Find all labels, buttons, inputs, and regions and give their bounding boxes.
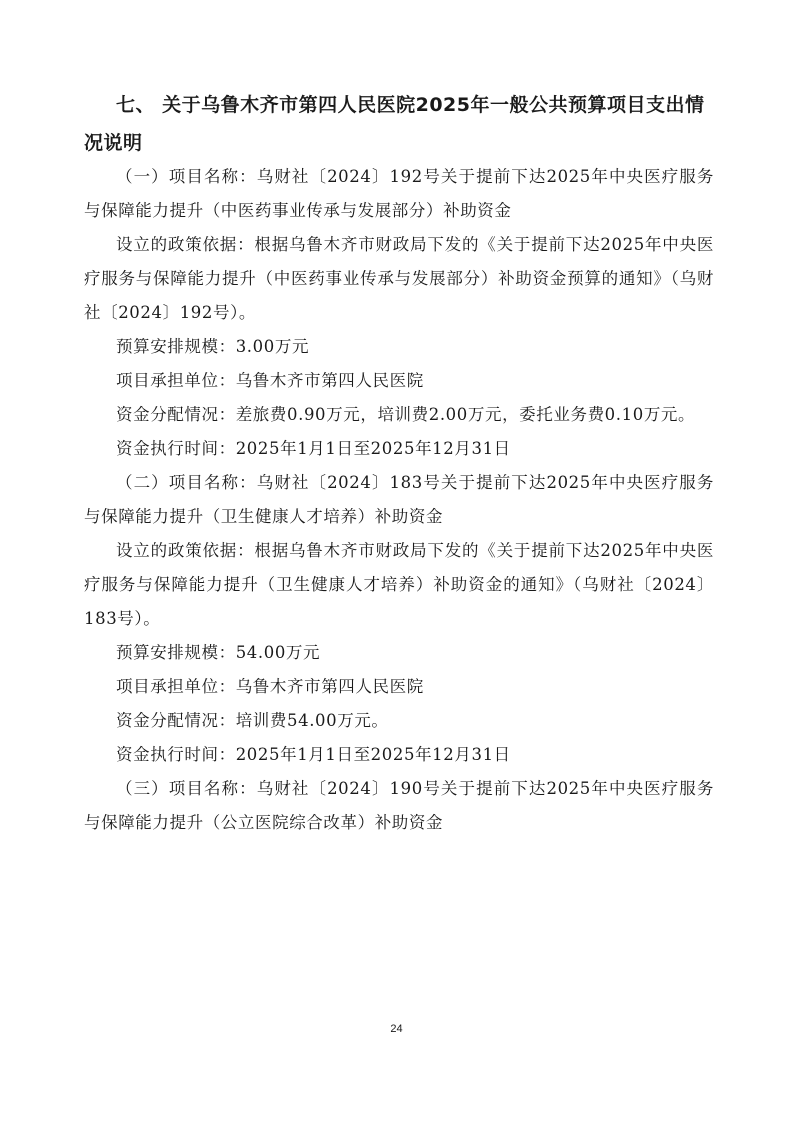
section-heading [84,86,714,162]
paragraph-project-1-budget: 预算安排规模：3.00万元 [116,337,310,356]
paragraph-project-1-policy: 设立的政策依据：根据乌鲁木齐市财政局下发的《关于提前下达2025年中央医疗服务与保障能力提升（中医药事业传承与发展部分）补助资金预算的通知》（乌财社〔2024〕192号）。 [84,235,714,322]
paragraph-project-2-budget: 预算安排规模：54.00万元 [116,643,321,662]
paragraph-project-1-allocation: 资金分配情况：差旅费0.90万元，培训费2.00万元，委托业务费0.10万元。 [116,405,696,424]
paragraph-project-2-period: 资金执行时间：2025年1月1日至2025年12月31日 [116,745,511,764]
paragraph-project-1-name: （一）项目名称：乌财社〔2024〕192号关于提前下达2025年中央医疗服务与保障能力提升（中医药事业传承与发展部分）补助资金 [84,167,714,220]
paragraph-project-1-period: 资金执行时间：2025年1月1日至2025年12月31日 [116,439,511,458]
paragraph-project-3-name: （三）项目名称：乌财社〔2024〕190号关于提前下达2025年中央医疗服务与保障能力提升（公立医院综合改革）补助资金 [84,779,714,832]
paragraph-project-2-policy: 设立的政策依据：根据乌鲁木齐市财政局下发的《关于提前下达2025年中央医疗服务与保障能力提升（卫生健康人才培养）补助资金的通知》（乌财社〔2024〕183号）。 [84,541,714,628]
page-number: 24 [390,1023,403,1035]
paragraph-project-1-unit: 项目承担单位：乌鲁木齐市第四人民医院 [116,371,424,390]
paragraph-project-2-name: （二）项目名称：乌财社〔2024〕183号关于提前下达2025年中央医疗服务与保障能力提升（卫生健康人才培养）补助资金 [84,473,714,526]
section-heading-text: 七、 关于乌鲁木齐市第四人民医院2025年一般公共预算项目支出情况说明 [84,94,705,154]
paragraph-project-2-allocation: 资金分配情况：培训费54.00万元。 [116,711,389,730]
section-body [84,160,714,840]
paragraph-project-2-unit: 项目承担单位：乌鲁木齐市第四人民医院 [116,677,424,696]
